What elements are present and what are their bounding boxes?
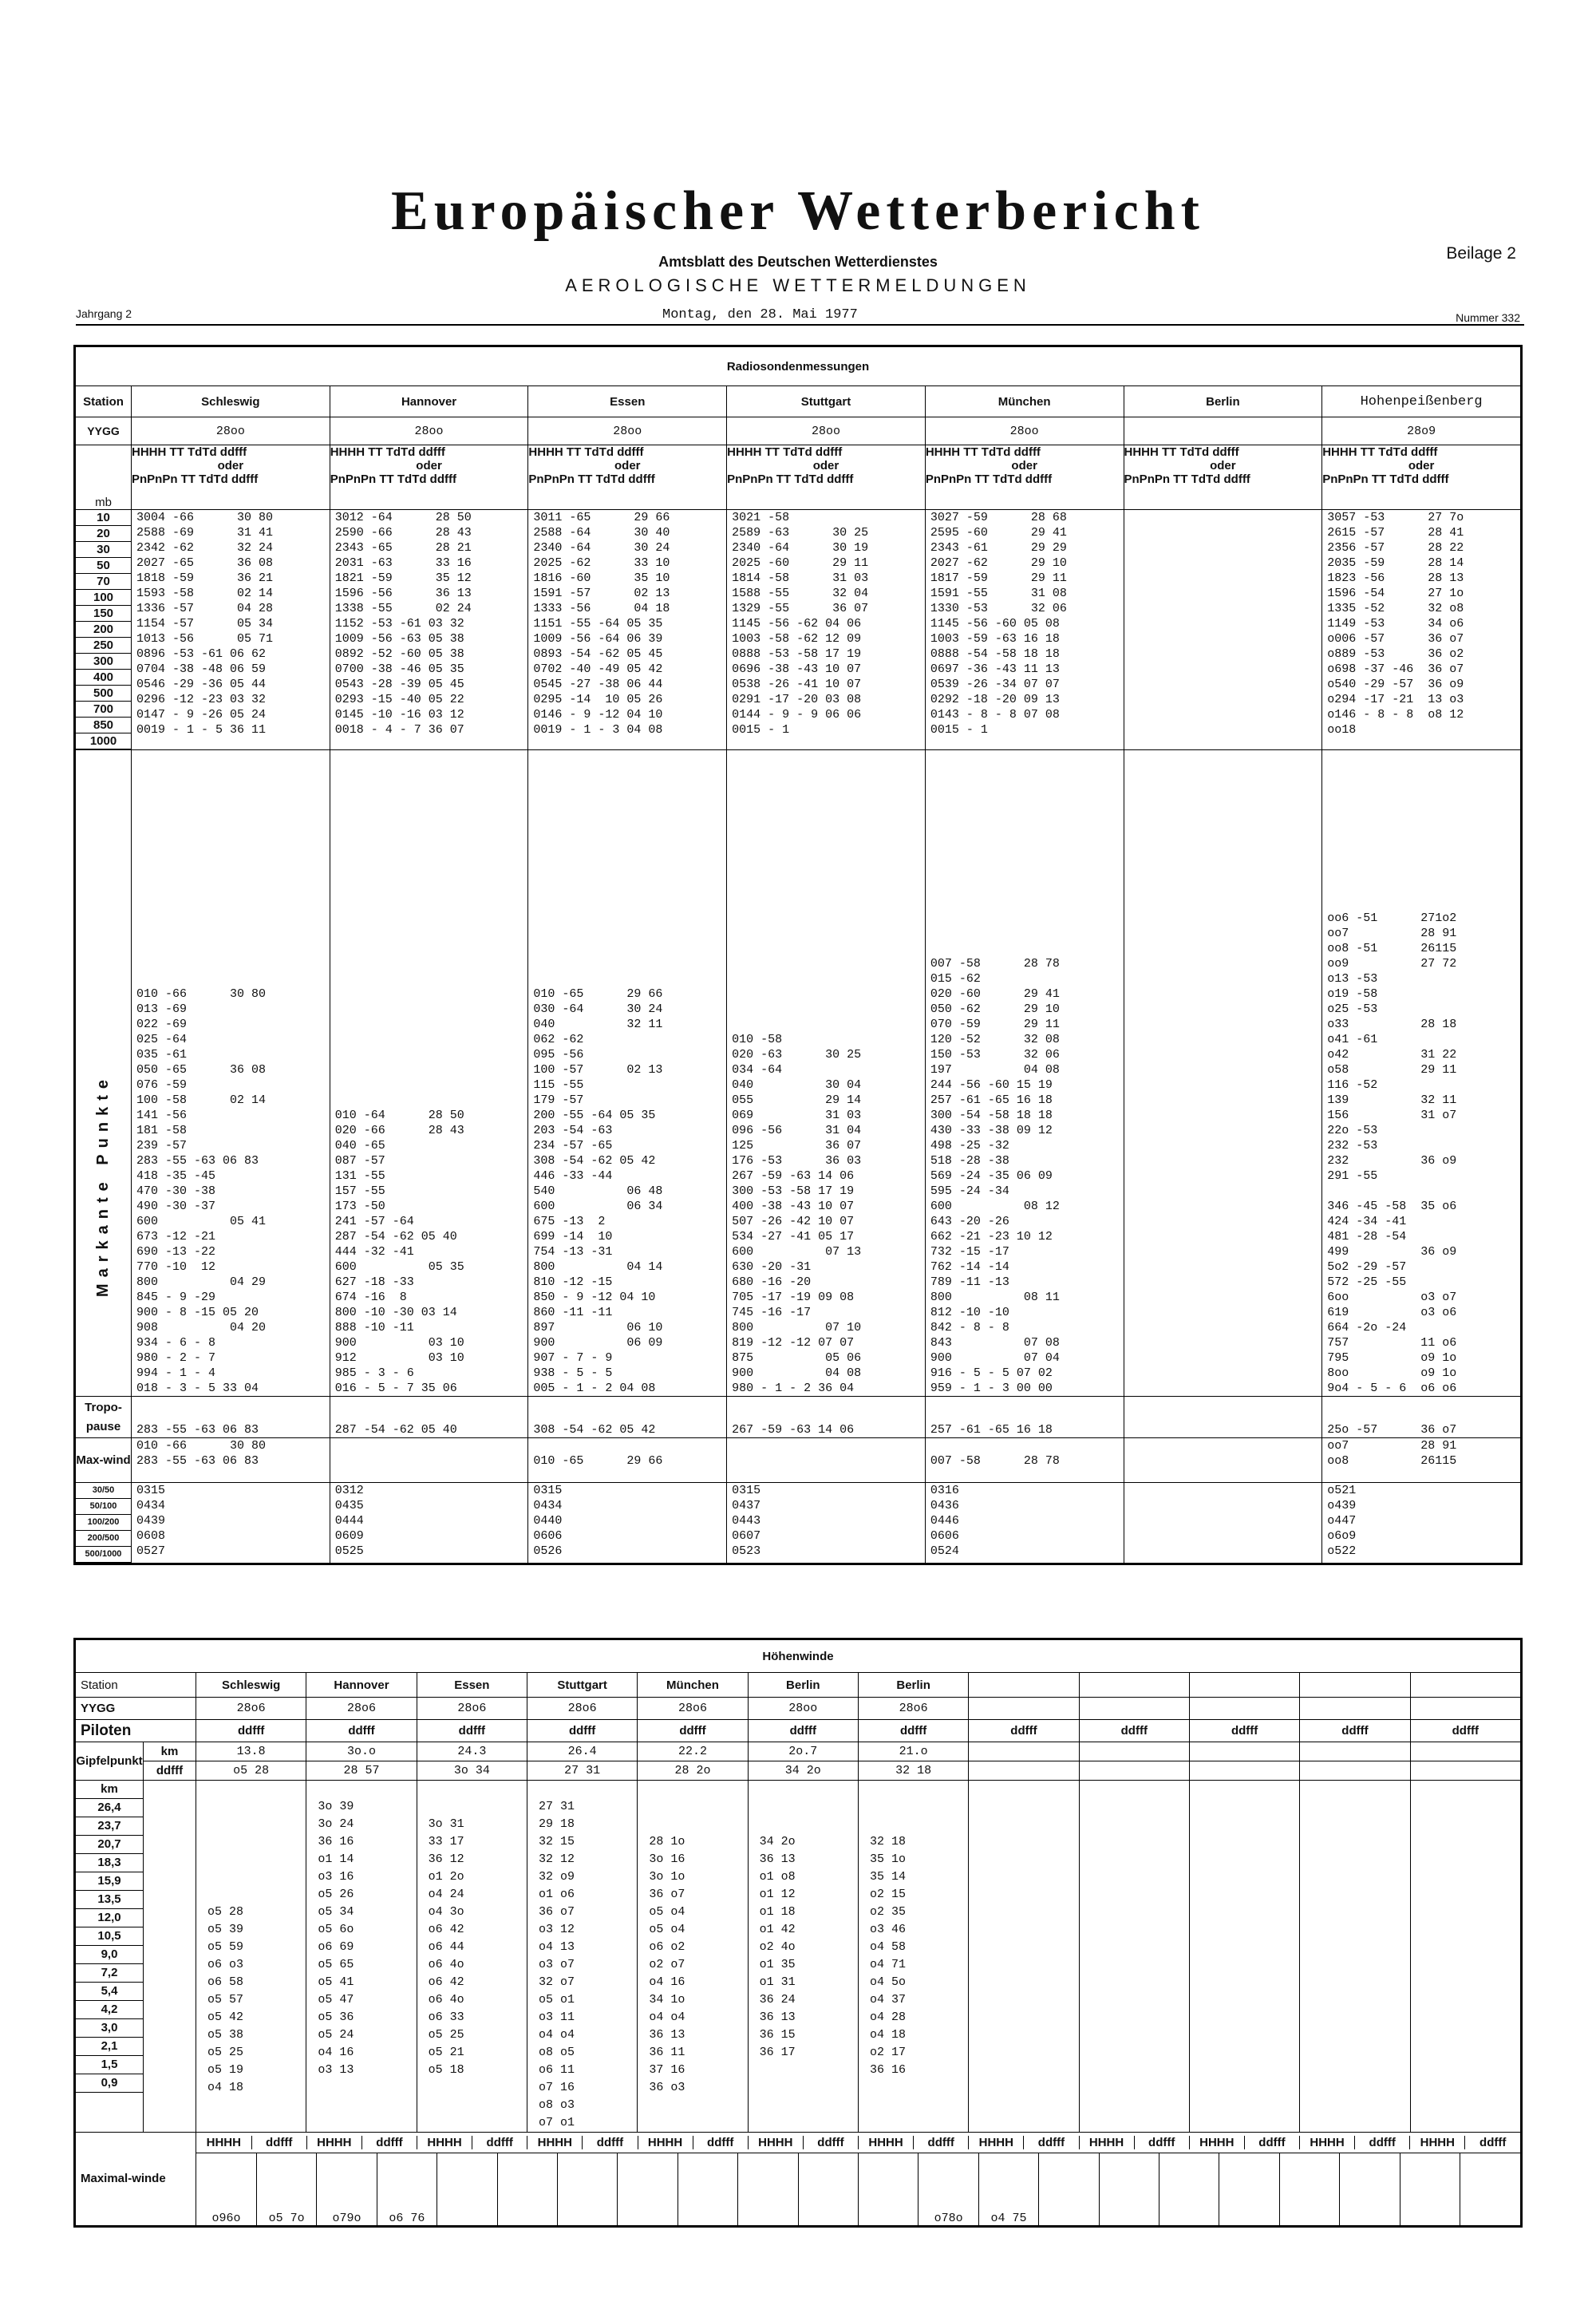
station-label: Station (76, 1673, 196, 1698)
max-ddfff: o6 76 (377, 2153, 437, 2225)
jahrgang-label: Jahrgang 2 (76, 307, 132, 320)
markante-punkte-data: 010 -58 020 -63 30 25 034 -64 040 30 04 055 29 14 069 31 03 096 -56 31 04 125 36 07 176 -53 36 03 267 -59 -63 14 06 300 -53 -58 17 19 400 -38 -43 10 07 507 -26 -42 10 07 534 -27 -41 05 17 600 07 13 630 -20 -31 680 -16 -20 705 -17 -19 09 08 745 -16 -17 800 07 10 819 -12 -12 07 07 875 05 06 900 04 08 980 - 1 - 2 36 04 (727, 750, 926, 1397)
gipfel-ddfff: 32 18 (858, 1761, 968, 1781)
gipfel-km: 2o.7 (748, 1742, 858, 1761)
yygg-value: 28o6 (196, 1698, 306, 1720)
ddfff-header: ddfff (1410, 1720, 1520, 1742)
hoehenwinde-title: Höhenwinde (76, 1640, 1521, 1673)
gipfel-ddfff: 34 2o (748, 1761, 858, 1781)
ratio-data (1124, 1483, 1322, 1564)
section-title: AEROLOGISCHE WETTERMELDUNGEN (565, 275, 1031, 295)
markante-punkte-data: 007 -58 28 78 015 -62 020 -60 29 41 050 -62 29 10 070 -59 29 11 120 -52 32 08 150 -53 32 06 197 04 08 244 -56 -60 15 19 257 -61 -65 16 18 300 -54 -58 18 18 430 -33 -38 09 12 498 -25 -32 518 -28 -38 569 -24 -35 06 09 595 -24 -34 600 08 12 643 -20 -26 662 -21 -23 10 12 732 -15 -17 762 -14 -14 789 -11 -13 800 08 11 812 -10 -10 842 - 8 - 8 843 07 08 900 07 04 916 - 5 - 5 07 02 959 - 1 - 3 00 00 (925, 750, 1124, 1397)
max-hhhh: o79o (317, 2153, 377, 2225)
station-name: München (638, 1673, 748, 1698)
yygg-value: 28o6 (858, 1698, 968, 1720)
yygg-value: 28oo (925, 417, 1124, 445)
yygg-label: YYGG (76, 1698, 196, 1720)
standard-levels-data (1124, 510, 1322, 750)
max-ddfff: o4 75 (978, 2153, 1038, 2225)
gipfel-ddfff: 28 2o (638, 1761, 748, 1781)
station-name: München (925, 386, 1124, 417)
ddfff-header: ddfff (638, 1720, 748, 1742)
tropopause-data: 287 -54 -62 05 40 (330, 1397, 528, 1438)
gipfel-km: 13.8 (196, 1742, 306, 1761)
maximal-values-cell (196, 2153, 1521, 2226)
standard-levels-data: 3027 -59 28 68 2595 -60 29 41 2343 -61 29 29 2027 -62 29 10 1817 -59 29 11 1591 -55 31 08 1330 -53 32 06 1145 -56 -60 05 08 1003 -59 -63 16 18 0888 -54 -58 18 18 0697 -36 -43 11 13 0539 -26 -34 07 07 0292 -18 -20 09 13 0143 - 8 - 8 07 08 0015 - 1 (925, 510, 1124, 750)
ratio-data: o521 o439 o447 o6o9 o522 (1322, 1483, 1521, 1564)
level-column: 10 20 30 50 70 100 150 200 250 300 400 500 700 850 1000 (76, 510, 132, 750)
radiosonde-title: Radiosondenmessungen (76, 347, 1521, 386)
markante-punkte-label: Markante Punkte (94, 1073, 112, 1297)
markante-punkte-data: 010 -64 28 50 020 -66 28 43 040 -65 087 -57 131 -55 157 -55 173 -50 241 -57 -64 287 -54 -62 05 40 444 -32 -41 600 05 35 627 -18 -33 674 -16 8 800 -10 -30 03 14 888 -10 -11 900 03 10 912 03 10 985 - 3 - 6 016 - 5 - 7 35 06 (330, 750, 528, 1397)
wind-data: 3o 31 33 17 36 12 o1 2o o4 24 o4 3o o6 42 o6 44 o6 4o o6 42 o6 4o o6 33 o5 25 o5 21 o5 18 (417, 1781, 527, 2133)
standard-levels-data: 3004 -66 30 80 2588 -69 31 41 2342 -62 32 24 2027 -65 36 08 1818 -59 36 21 1593 -58 02 14 1336 -57 04 28 1154 -57 05 34 1013 -56 05 71 0896 -53 -61 06 62 0704 -38 -48 06 59 0546 -29 -36 05 44 0296 -12 -23 03 32 0147 - 9 -26 05 24 0019 - 1 - 5 36 11 (132, 510, 330, 750)
gipfel-km: 24.3 (417, 1742, 527, 1761)
max-hhhh: o78o (918, 2153, 978, 2225)
maxwind-data: 007 -58 28 78 (925, 1438, 1124, 1483)
yygg-value: 28oo (727, 417, 926, 445)
max-hhhh: o96o (196, 2153, 256, 2225)
station-name: Schleswig (132, 386, 330, 417)
gipfel-km: 26.4 (527, 1742, 637, 1761)
standard-levels-data: 3012 -64 28 50 2590 -66 28 43 2343 -65 28 21 2031 -63 33 16 1821 -59 35 12 1596 -56 36 13 1338 -55 02 24 1152 -53 -61 03 32 1009 -56 -63 05 38 0892 -52 -60 05 38 0700 -38 -46 05 35 0543 -28 -39 05 45 0293 -15 -40 05 22 0145 -10 -16 03 12 0018 - 4 - 7 36 07 (330, 510, 528, 750)
yygg-value: 28o6 (417, 1698, 527, 1720)
tropopause-label: Tropo-pause (76, 1397, 132, 1438)
column-header: HHHH TT TdTd ddfff oder PnPnPn TT TdTd ddfff (727, 445, 926, 510)
wind-data: 34 2o 36 13 o1 o8 o1 12 o1 18 o1 42 o2 4o o1 35 o1 31 36 24 36 13 36 15 36 17 (748, 1781, 858, 2133)
wind-data: 32 18 35 1o 35 14 o2 15 o2 35 o3 46 o4 58 o4 71 o4 5o o4 37 o4 28 o4 18 o2 17 36 16 (858, 1781, 968, 2133)
yygg-value: 28oo (528, 417, 727, 445)
standard-levels-data: 3021 -58 2589 -63 30 25 2340 -64 30 19 2025 -60 29 11 1814 -58 31 03 1588 -55 32 04 1329 -55 36 07 1145 -56 -62 04 06 1003 -58 -62 12 09 0888 -53 -58 17 19 0696 -38 -43 10 07 0538 -26 -41 10 07 0291 -17 -20 03 08 0144 - 9 - 9 06 06 0015 - 1 (727, 510, 926, 750)
yygg-value: 28oo (748, 1698, 858, 1720)
gipfel-km: 3o.o (306, 1742, 417, 1761)
standard-levels-data: 3011 -65 29 66 2588 -64 30 40 2340 -64 30 24 2025 -62 33 10 1816 -60 35 10 1591 -57 02 13 1333 -56 04 18 1151 -55 -64 05 35 1009 -56 -64 06 39 0893 -54 -62 05 45 0702 -40 -49 05 42 0545 -27 -38 06 44 0295 -14 10 05 26 0146 - 9 -12 04 10 0019 - 1 - 3 04 08 (528, 510, 727, 750)
tropopause-data (1124, 1397, 1322, 1438)
column-header: HHHH TT TdTd ddfff oder PnPnPn TT TdTd ddfff (925, 445, 1124, 510)
yygg-value (1124, 417, 1322, 445)
markante-punkte-label-cell (76, 750, 132, 1397)
yygg-value: 28o6 (527, 1698, 637, 1720)
gipfel-km: 21.o (858, 1742, 968, 1761)
ratio-data: 0315 0437 0443 0607 0523 (727, 1483, 926, 1564)
gipfel-ddfff: 28 57 (306, 1761, 417, 1781)
column-header: HHHH TT TdTd ddfff oder PnPnPn TT TdTd ddfff (132, 445, 330, 510)
wind-data: 28 1o 3o 16 3o 1o 36 o7 o5 o4 o5 o4 o6 o2 o2 o7 o4 16 34 1o o4 o4 36 13 36 11 37 16 36 o3 (638, 1781, 748, 2133)
yygg-label: YYGG (76, 417, 132, 445)
issue-date: Montag, den 28. Mai 1977 (662, 307, 858, 322)
gipfel-ddfff: 3o 34 (417, 1761, 527, 1781)
markante-punkte-data: 010 -65 29 66 030 -64 30 24 040 32 11 062 -62 095 -56 100 -57 02 13 115 -55 179 -57 200 -55 -64 05 35 203 -54 -63 234 -57 -65 308 -54 -62 05 42 446 -33 -44 540 06 48 600 06 34 675 -13 2 699 -14 10 754 -13 -31 800 04 14 810 -12 -15 850 - 9 -12 04 10 860 -11 -11 897 06 10 900 06 09 907 - 7 - 9 938 - 5 - 5 005 - 1 - 2 04 08 (528, 750, 727, 1397)
ddfff-header: ddfff (527, 1720, 637, 1742)
beilage-label: Beilage 2 (1446, 244, 1516, 263)
subtitle: Amtsblatt des Deutschen Wetterdienstes (658, 254, 938, 270)
ddfff-header: ddfff (306, 1720, 417, 1742)
tropopause-data: 25o -57 36 o7 (1322, 1397, 1521, 1438)
ddfff-header: ddfff (858, 1720, 968, 1742)
yygg-value: 28oo (132, 417, 330, 445)
gipfel-ddfff: o5 28 (196, 1761, 306, 1781)
tropopause-data: 308 -54 -62 05 42 (528, 1397, 727, 1438)
km-label: km (144, 1742, 196, 1761)
maxwind-label: Max-wind (76, 1438, 132, 1483)
height-level-column: km 26,4 23,7 20,7 18,3 15,9 13,5 12,0 10,5 9,0 7,2 5,4 4,2 3,0 2,1 1,5 0,9 (76, 1781, 144, 2133)
markante-punkte-data: oo6 -51 271o2 oo7 28 91 oo8 -51 26115 oo9 27 72 o13 -53 o19 -58 o25 -53 o33 28 18 o41 -61 o42 31 22 o58 29 11 116 -52 139 32 11 156 31 o7 22o -53 232 -53 232 36 o9 291 -55 346 -45 -58 35 o6 424 -34 -41 481 -28 -54 499 36 o9 5o2 -29 -57 572 -25 -55 6oo o3 o7 619 o3 o6 664 -2o -24 757 11 o6 795 o9 1o 8oo o9 1o 9o4 - 5 - 6 o6 o6 (1322, 750, 1521, 1397)
ratio-data: 0312 0435 0444 0609 0525 (330, 1483, 528, 1564)
station-name: Stuttgart (727, 386, 926, 417)
yygg-value: 28o6 (638, 1698, 748, 1720)
tropopause-data: 267 -59 -63 14 06 (727, 1397, 926, 1438)
standard-levels-data: 3057 -53 27 7o 2615 -57 28 41 2356 -57 28 22 2035 -59 28 14 1823 -56 28 13 1596 -54 27 1o 1335 -52 32 o8 1149 -53 34 o6 o006 -57 36 o7 o889 -53 36 o2 o698 -37 -46 36 o7 o540 -29 -57 36 o9 o294 -17 -21 13 o3 o146 - 8 - 8 o8 12 oo18 (1322, 510, 1521, 750)
station-name: Berlin (748, 1673, 858, 1698)
hoehenwinde-table (73, 1638, 1523, 2228)
piloten-label: Piloten (76, 1720, 196, 1742)
ratio-data: 0316 0436 0446 0606 0524 (925, 1483, 1124, 1564)
gipfel-km: 22.2 (638, 1742, 748, 1761)
maxwind-data (1124, 1438, 1322, 1483)
ddfff-header: ddfff (1300, 1720, 1410, 1742)
yygg-value: 28oo (330, 417, 528, 445)
column-header: HHHH TT TdTd ddfff oder PnPnPn TT TdTd ddfff (330, 445, 528, 510)
max-ddfff: o5 7o (256, 2153, 316, 2225)
maxwind-data (727, 1438, 926, 1483)
ddfff-header: ddfff (969, 1720, 1079, 1742)
markante-punkte-data: 010 -66 30 80 013 -69 022 -69 025 -64 035 -61 050 -65 36 08 076 -59 100 -58 02 14 141 -56 181 -58 239 -57 283 -55 -63 06 83 418 -35 -45 470 -30 -38 490 -30 -37 600 05 41 673 -12 -21 690 -13 -22 770 -10 12 800 04 29 845 - 9 -29 900 - 8 -15 05 20 908 04 20 934 - 6 - 8 980 - 2 - 7 994 - 1 - 4 018 - 3 - 5 33 04 (132, 750, 330, 1397)
ddfff-header: ddfff (417, 1720, 527, 1742)
maximal-header-cell: HHHH ddfff HHHH ddfff HHHH ddfff HHHH ddfff HHHH ddfff HHHH ddfff HHHH ddfff HHHH ddfff HHHH ddfff HHHH ddfff HHHH ddfff HHHH ddfff (196, 2133, 1521, 2153)
tropopause-data: 257 -61 -65 16 18 (925, 1397, 1124, 1438)
ratio-column: 30/50 50/100 100/200 200/500 500/1000 (76, 1483, 132, 1564)
ddfff-header: ddfff (1079, 1720, 1189, 1742)
station-name: Essen (528, 386, 727, 417)
gipfelpunkt-label: Gipfelpunkt (76, 1742, 144, 1781)
station-name: Stuttgart (527, 1673, 637, 1698)
maxwind-data (330, 1438, 528, 1483)
column-header: HHHH TT TdTd ddfff oder PnPnPn TT TdTd ddfff (528, 445, 727, 510)
yygg-value: 28o9 (1322, 417, 1521, 445)
ddfff-header: ddfff (1189, 1720, 1299, 1742)
wind-data: 27 31 29 18 32 15 32 12 32 o9 o1 o6 36 o7 o3 12 o4 13 o3 o7 32 o7 o5 o1 o3 11 o4 o4 o8 o5 o6 11 o7 16 o8 o3 o7 o1 (527, 1781, 637, 2133)
ddfff-header: ddfff (748, 1720, 858, 1742)
maximalwinde-label: Maximal-winde (76, 2133, 196, 2226)
ddfff-header: ddfff (196, 1720, 306, 1742)
gipfel-ddfff: 27 31 (527, 1761, 637, 1781)
radiosonde-table (73, 345, 1523, 1565)
issue-number: Nummer 332 (1456, 311, 1520, 324)
maxwind-data: oo7 28 91 oo8 26115 (1322, 1438, 1521, 1483)
maxwind-data: 010 -66 30 80 283 -55 -63 06 83 (132, 1438, 330, 1483)
station-name: Essen (417, 1673, 527, 1698)
station-name: Hannover (330, 386, 528, 417)
maxwind-data: 010 -65 29 66 (528, 1438, 727, 1483)
ddfff-label: ddfff (144, 1761, 196, 1781)
wind-data: o5 28 o5 39 o5 59 o6 o3 o6 58 o5 57 o5 42 o5 38 o5 25 o5 19 o4 18 (196, 1781, 306, 2133)
station-name: Schleswig (196, 1673, 306, 1698)
station-name: Berlin (858, 1673, 968, 1698)
ratio-data: 0315 0434 0439 0608 0527 (132, 1483, 330, 1564)
ratio-data: 0315 0434 0440 0606 0526 (528, 1483, 727, 1564)
column-header: HHHH TT TdTd ddfff oder PnPnPn TT TdTd ddfff (1124, 445, 1322, 510)
yygg-value: 28o6 (306, 1698, 417, 1720)
station-name: Hannover (306, 1673, 417, 1698)
column-header: HHHH TT TdTd ddfff oder PnPnPn TT TdTd ddfff (1322, 445, 1521, 510)
wind-data: 3o 39 3o 24 36 16 o1 14 o3 16 o5 26 o5 34 o5 6o o6 69 o5 65 o5 41 o5 47 o5 36 o5 24 o4 16 o3 13 (306, 1781, 417, 2133)
markante-punkte-data (1124, 750, 1322, 1397)
station-label: Station (76, 386, 132, 417)
station-name: Berlin (1124, 386, 1322, 417)
mb-label: mb (76, 445, 132, 510)
tropopause-data: 283 -55 -63 06 83 (132, 1397, 330, 1438)
page-title: Europäischer Wetterbericht (391, 180, 1205, 242)
station-name: Hohenpeißenberg (1322, 386, 1521, 417)
